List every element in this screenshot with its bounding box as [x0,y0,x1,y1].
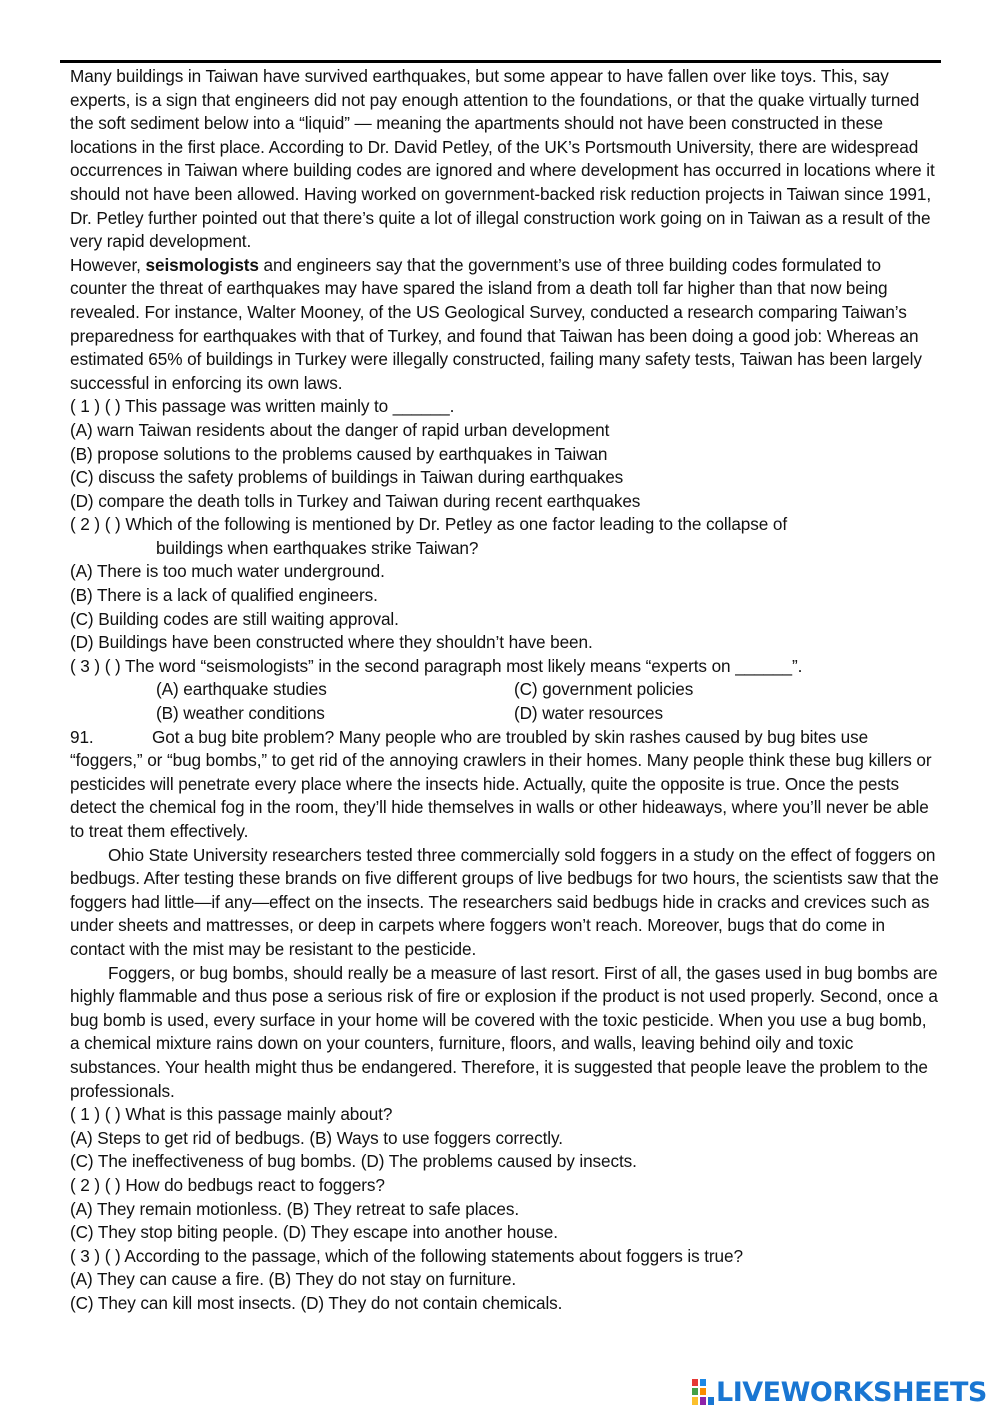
passage1-paragraph2: However, seismologists and engineers say that the government’s use of three building codes formulated to counter the threat of earthquakes may have spared the island from a death toll far higher than that now being revealed. For instance, Walter Mooney, of the US Geological Survey, conducted a research comparing Taiwan’s preparedness for earthquakes with that of Turkey, and found that Taiwan has been doing a good job: Whereas an estimated 65% of buildings in Turkey were illegally constructed, failing many safety tests, Taiwan has been largely successful in enforcing its own laws. [70,254,922,393]
passage2-paragraph3: Foggers, or bug bombs, should really be a measure of last resort. First of all, the gases used in bug bombs are highly flammable and thus pose a serious risk of fire or explosion if the product is not used properly. Second, once a bug bomb is used, every surface in your home will be covered with the toxic pesticide. When you use a bug bomb, a chemical mixture rains down on your counters, furniture, floors, and walls, leaving behind oily and toxic substances. Your health might thus be endangered. Therefore, it is suggested that people leave the problem to the professionals. [70,962,938,1101]
passage2-paragraph1: 91. Got a bug bite problem? Many people who are troubled by skin rashes caused by bug bites use “foggers,” or “bug bombs,” to get rid of the annoying crawlers in their homes. Many people think these bug killers or pesticides will penetrate every place where the insects hide. Actually, quite the opposite is true. Once the pests detect the chemical fog in the room, they’ll hide themselves in walls or other hideaways, where you’ll never be able to treat them effectively. [70,726,932,841]
p1-q1-option-b: (B) propose solutions to the problems caused by earthquakes in Taiwan [70,443,608,464]
keyword-seismologists: seismologists [145,254,259,275]
p2-q3-stem: ( 3 ) ( ) According to the passage, which of the following statements about foggers is true? [70,1245,743,1266]
liveworksheets-logo-text: LIVEWORKSHEETS [716,1376,987,1408]
p1-q3-options-row1 [70,678,940,702]
p1-q3-stem: ( 3 ) ( ) The word “seismologists” in the second paragraph most likely means “experts on ______”. [70,655,803,676]
p1-q2-stem-continued: buildings when earthquakes strike Taiwan? [156,537,479,558]
p2-q1-options-ab: (A) Steps to get rid of bedbugs. (B) Ways to use foggers correctly. [70,1127,563,1148]
p1-q2-stem: ( 2 ) ( ) Which of the following is mentioned by Dr. Petley as one factor leading to the collapse of [70,514,788,535]
p1-q1-option-c: (C) discuss the safety problems of buildings in Taiwan during earthquakes [70,467,624,488]
p2-q3-options-ab: (A) They can cause a fire. (B) They do not stay on furniture. [70,1269,517,1290]
top-rule [60,60,941,63]
p2-q2-stem: ( 2 ) ( ) How do bedbugs react to foggers? [70,1174,385,1195]
question-number: 91. [70,726,94,747]
p1-q1-option-a: (A) warn Taiwan residents about the danger of rapid urban development [70,419,610,440]
p1-q2-option-a: (A) There is too much water underground. [70,561,385,582]
passage1-paragraph1: Many buildings in Taiwan have survived earthquakes, but some appear to have fallen over like toys. This, say experts, is a sign that engineers did not pay enough attention to the foundations, or that the quake virtually turned the soft sediment below into a “liquid” — meaning the apartments should not have been constructed in these locations in the first place. According to Dr. David Petley, of the UK’s Portsmouth University, there are widespread occurrences in Taiwan where building codes are ignored and where development has occurred in locations where it should not have been allowed. Having worked on government-backed risk reduction projects in Taiwan since 1991, Dr. Petley further pointed out that there’s quite a lot of illegal construction work going on in Taiwan as a result of the very rapid development. [70,66,935,252]
p1-q2-option-b: (B) There is a lack of qualified engineers. [70,585,378,606]
p2-q1-stem: ( 1 ) ( ) What is this passage mainly about? [70,1104,393,1125]
liveworksheets-logo[interactable] [692,1372,987,1412]
liveworksheets-logo-icon [692,1377,714,1407]
p1-q2-option-c: (C) Building codes are still waiting approval. [70,608,399,629]
p1-q3-option-a: (A) earthquake studies [156,679,327,700]
p1-q3-option-d: (D) water resources [514,703,664,724]
p1-q3-options-row2 [70,702,940,726]
p1-q3-option-b: (B) weather conditions [156,703,325,724]
p2-q1-options-cd: (C) The ineffectiveness of bug bombs. (D) The problems caused by insects. [70,1151,637,1172]
p1-q1-stem: ( 1 ) ( ) This passage was written mainly to ______. [70,396,455,417]
p1-q3-option-c: (C) government policies [514,679,694,700]
p2-q3-options-cd: (C) They can kill most insects. (D) They do not contain chemicals. [70,1292,563,1313]
p1-q1-option-d: (D) compare the death tolls in Turkey and Taiwan during recent earthquakes [70,490,641,511]
p2-q2-options-cd: (C) They stop biting people. (D) They escape into another house. [70,1222,558,1243]
passage2-paragraph2: Ohio State University researchers tested three commercially sold foggers in a study on the effect of foggers on bedbugs. After testing these brands on five different groups of live bedbugs for two hours, the scientists saw that the foggers had little—if any—effect on the insects. The researchers said bedbugs hide in cracks and crevices such as under sheets and mattresses, or deep in carpets where foggers won’t reach. Moreover, bugs that do come in contact with the mist may be resistant to the pesticide. [70,844,939,959]
p2-q2-options-ab: (A) They remain motionless. (B) They retreat to safe places. [70,1198,520,1219]
worksheet-content [70,65,940,1315]
p1-q2-option-d: (D) Buildings have been constructed where they shouldn’t have been. [70,632,593,653]
